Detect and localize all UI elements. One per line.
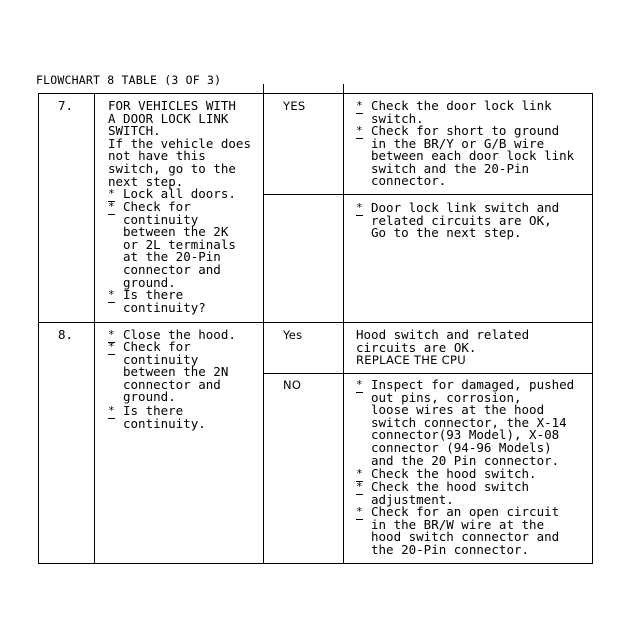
table-caption: FLOWCHART 8 TABLE (3 OF 3) (36, 73, 222, 87)
asterisk-icon: * (108, 328, 115, 341)
asterisk-icon: * (108, 404, 115, 417)
step7-result-divider (263, 194, 593, 195)
column-divider-2 (263, 84, 264, 564)
step-number: 7. (58, 98, 74, 113)
result-answer: Yes (283, 328, 303, 342)
asterisk-icon: * (108, 340, 115, 353)
step-intro: FOR VEHICLES WITH A DOOR LOCK LINK SWITCH. If the vehicle does not have this switch, go to the next step. (108, 98, 251, 189)
row-divider (38, 322, 593, 323)
asterisk-icon: * (356, 480, 363, 493)
column-divider-3 (343, 84, 344, 564)
asterisk-icon: * (108, 187, 115, 200)
step8-result-divider (263, 373, 593, 374)
asterisk-icon: * (356, 467, 363, 480)
asterisk-icon: * (108, 288, 115, 301)
result-answer: YES (283, 99, 306, 113)
result-answer: NO (283, 378, 302, 392)
asterisk-icon: * (356, 201, 363, 214)
asterisk-icon: * (356, 505, 363, 518)
table-top-rule (38, 93, 593, 94)
asterisk-icon: * (356, 124, 363, 137)
asterisk-icon: * (108, 200, 115, 213)
step-number: 8. (58, 327, 74, 342)
asterisk-icon: * (356, 378, 363, 391)
column-divider-1 (94, 93, 95, 564)
asterisk-icon: * (356, 99, 363, 112)
result-text: Hood switch and related circuits are OK. (356, 327, 530, 355)
replace-cpu-instruction: REPLACE THE CPU (356, 353, 466, 367)
